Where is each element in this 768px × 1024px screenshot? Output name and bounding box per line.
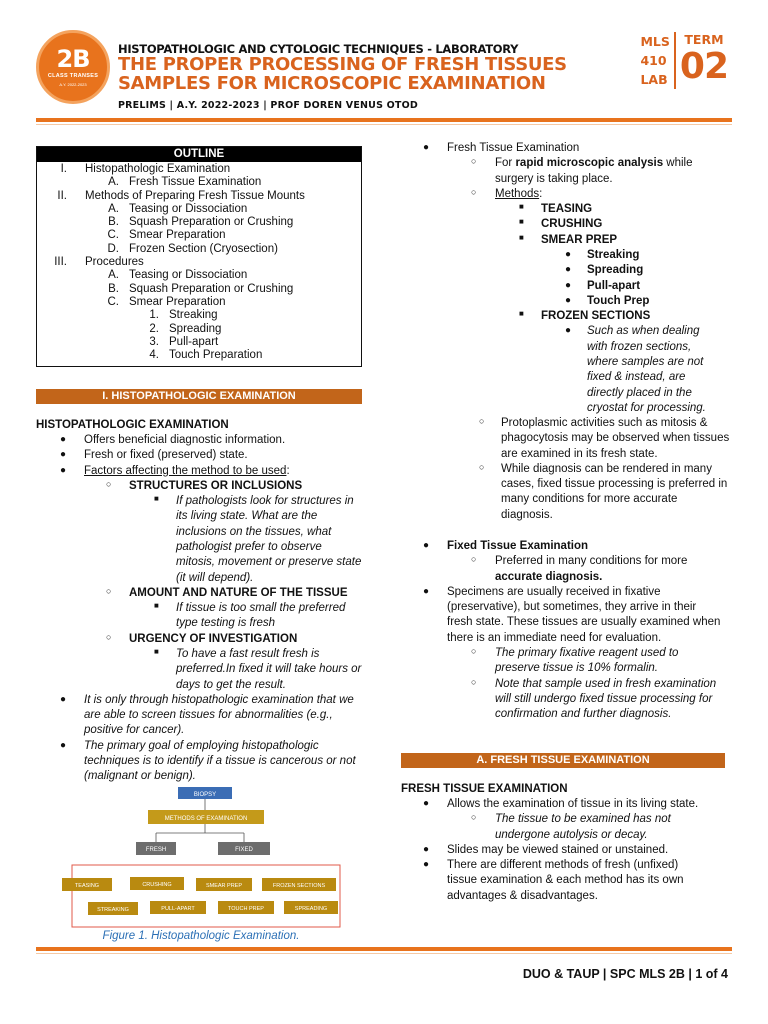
footer-text: DUO & TAUP | SPC MLS 2B | 1 of 4 xyxy=(522,967,728,981)
methods-frame xyxy=(72,865,340,927)
list-item: ● Streaking xyxy=(565,248,640,261)
histopathologic-diagram xyxy=(60,783,350,928)
outline-item: B. Squash Preparation or Crushing xyxy=(108,282,294,295)
fixed-tissue-notes xyxy=(401,539,731,722)
outline-item: C. Smear Preparation xyxy=(107,295,226,308)
list-item: ○ STRUCTURES OR INCLUSIONS xyxy=(106,478,303,492)
header-divider xyxy=(36,118,732,122)
term-number: 02 xyxy=(679,46,728,87)
badge-line-2: 410 xyxy=(640,53,667,68)
logo-mark: 2B xyxy=(56,45,90,74)
course-badge xyxy=(640,32,728,89)
outline-box xyxy=(36,146,362,367)
list-item: ■ To have a fast result fresh is preferred.In fixed it will take hours or days to get the result. xyxy=(154,646,362,691)
outline-item: D. Frozen Section (Cryosection) xyxy=(107,242,278,255)
figure-caption: Figure 1. Histopathologic Examination. xyxy=(102,930,300,942)
list-item: ○ While diagnosis can be rendered in many cases, fixed tissue processing is preferred in many conditions for more accurate diagnosis. xyxy=(479,461,728,521)
class-logo xyxy=(36,30,110,104)
list-item: ○ Preferred in many conditions for more accurate diagnosis. xyxy=(471,554,688,583)
badge-line-1: MLS xyxy=(640,34,670,49)
outline-item: 2. Spreading xyxy=(149,322,222,335)
badge-line-3: LAB xyxy=(640,72,668,87)
node-fixed-label: FIXED xyxy=(235,847,253,853)
diagram-svg xyxy=(60,783,350,928)
list-item: ○ The primary fixative reagent used to preserve tissue is 10% formalin. xyxy=(471,645,679,675)
outline-item: A. Fresh Tissue Examination xyxy=(108,176,262,189)
footer-divider xyxy=(36,947,732,951)
node-smear-prep-label: SMEAR PREP xyxy=(205,883,243,889)
node-frozen-sections-label: FROZEN SECTIONS xyxy=(272,883,326,889)
term-label: TERM xyxy=(684,32,724,47)
list-item: ● Pull-apart xyxy=(565,279,641,292)
list-item: ■ SMEAR PREP xyxy=(519,232,618,246)
list-item: ○ Protoplasmic activities such as mitosis & phagocytosis may be observed when tissues are examined in its fresh state. xyxy=(479,416,730,460)
logo-year: A.Y. 2022-2023 xyxy=(59,81,87,87)
header-divider-thin xyxy=(36,124,732,125)
outline-item: II. Methods of Preparing Fresh Tissue Mounts xyxy=(57,189,305,202)
list-item: ■ CRUSHING xyxy=(519,217,603,231)
document-title: THE PROPER PROCESSING OF FRESH TISSUES SAMPLES FOR MICROSCOPIC EXAMINATION xyxy=(118,54,567,94)
list-item: ● Offers beneficial diagnostic information. xyxy=(60,434,286,446)
list-item: ● Fixed Tissue Examination xyxy=(423,540,589,552)
list-item: ● Touch Prep xyxy=(565,294,650,307)
list-item: ● Spreading xyxy=(565,264,644,277)
node-fresh-label: FRESH xyxy=(145,847,167,853)
list-item: ○ Note that sample used in fresh examination will still undergo fixed tissue processing for confirmation and further diagnosis. xyxy=(471,676,717,721)
outline-item: III. Procedures xyxy=(54,256,144,269)
list-item: ○ For rapid microscopic analysis while surgery is taking place. xyxy=(471,156,693,185)
node-biopsy-label: BIOPSY xyxy=(193,792,217,798)
outline-item: B. Squash Preparation or Crushing xyxy=(108,216,294,229)
outline-item: C. Smear Preparation xyxy=(107,229,226,242)
section-heading-fresh-tissue: FRESH TISSUE EXAMINATION xyxy=(401,783,568,795)
list-item: ○ Methods: xyxy=(471,186,543,200)
list-item: ● Slides may be viewed stained or unstained. xyxy=(423,843,669,856)
list-item: ■ If tissue is too small the preferred type testing is fresh xyxy=(154,601,346,630)
section1-body xyxy=(36,433,366,784)
list-item: ○ The tissue to be examined has not undergone autolysis or decay. xyxy=(471,812,671,841)
list-item: ● It is only through histopathologic examination that we are able to screen tissues for abnormalities (e.g., positive for cancer). xyxy=(60,693,354,737)
outline-list xyxy=(37,162,361,366)
node-pull-apart-label: PULL-APART xyxy=(161,906,195,912)
list-item: ○ URGENCY OF INVESTIGATION xyxy=(106,631,298,645)
list-item: ● Such as when dealing with frozen sections, where samples are not fixed & instead, are directly placed in the cryostat for processing. xyxy=(565,325,706,414)
list-item: ■ If pathologists look for structures in its living state. What are the inclusions on the tissues, what pathologist prefer to observe mitosis, movement or preserve state (it will depend). xyxy=(154,494,362,584)
node-touch-prep-label: TOUCH PREP xyxy=(228,906,264,912)
list-item: ● Fresh or fixed (preserved) state. xyxy=(60,449,248,462)
list-item: ● Factors affecting the method to be used: xyxy=(60,464,290,477)
course-title: HISTOPATHOLOGIC AND CYTOLOGIC TECHNIQUES - LABORATORY xyxy=(118,42,519,56)
section-bar-fresh-tissue: A. FRESH TISSUE EXAMINATION xyxy=(401,753,725,768)
node-crushing-label: CRUSHING xyxy=(142,882,172,888)
footer-divider-thin xyxy=(36,953,732,954)
node-spreading-label: SPREADING xyxy=(294,906,328,912)
outline-item: I. Histopathologic Examination xyxy=(60,163,231,175)
list-item: ● The primary goal of employing histopathologic techniques is to identify if a tissue is cancerous or not (malignant or benign). xyxy=(60,739,356,783)
fresh-vs-fixed-notes xyxy=(401,141,731,523)
outline-item: 1. Streaking xyxy=(149,309,218,322)
outline-heading: OUTLINE xyxy=(37,147,361,162)
node-methods-label: METHODS OF EXAMINATION xyxy=(164,816,248,822)
outline-item: A. Teasing or Dissociation xyxy=(108,202,248,215)
list-item: ■ TEASING xyxy=(519,202,593,216)
list-item: ● Specimens are usually received in fixative (preservative), but sometimes, they arrive in their fresh state. These tissues are usually examined when there is an immediate need for evaluation. xyxy=(423,585,721,644)
outline-item: A. Teasing or Dissociation xyxy=(108,269,248,282)
outline-item: 3. Pull-apart xyxy=(149,335,219,348)
list-item: ○ AMOUNT AND NATURE OF THE TISSUE xyxy=(106,585,348,599)
logo-subtitle: CLASS TRANSES xyxy=(47,73,99,80)
document-meta: PRELIMS | A.Y. 2022-2023 | PROF DOREN VENUS OTOD xyxy=(118,100,418,111)
list-item: ● There are different methods of fresh (unfixed) tissue examination & each method has its own advantages & disadvantages. xyxy=(423,859,684,902)
list-item: ● Allows the examination of tissue in its living state. xyxy=(423,798,699,810)
section-bar-histopathologic: I. HISTOPATHOLOGIC EXAMINATION xyxy=(36,389,362,404)
outline-item: 4. Touch Preparation xyxy=(149,349,263,362)
list-item: ● Fresh Tissue Examination xyxy=(423,142,580,154)
section2-body xyxy=(401,797,731,904)
list-item: ■ FROZEN SECTIONS xyxy=(519,309,651,323)
section-heading-histopathologic: HISTOPATHOLOGIC EXAMINATION xyxy=(36,419,229,431)
node-streaking-label: STREAKING xyxy=(97,907,129,913)
node-teasing-label: TEASING xyxy=(74,883,100,889)
